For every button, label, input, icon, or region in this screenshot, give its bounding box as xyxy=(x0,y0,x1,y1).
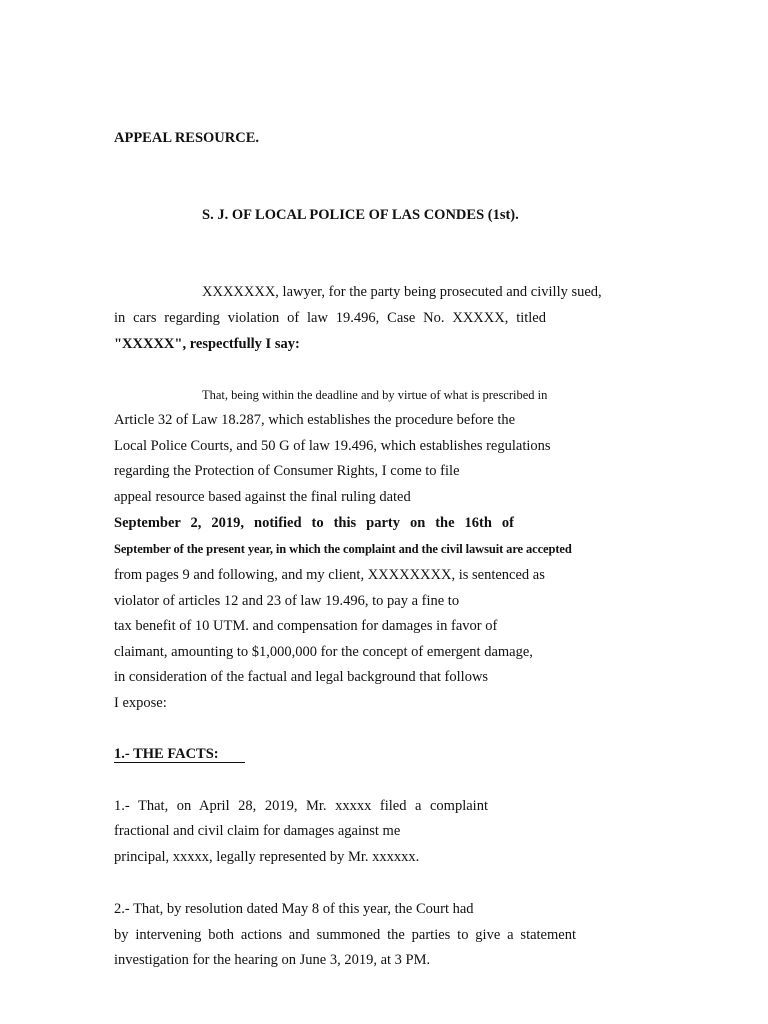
document-title: APPEAL RESOURCE. xyxy=(114,130,260,146)
body-line-7: September of the present year, in which the complaint and the civil lawsuit are accepted xyxy=(114,542,572,556)
body-line-3: Local Police Courts, and 50 G of law 19.496, which establishes regulations xyxy=(114,438,551,454)
body-line-1: That, being within the deadline and by virtue of what is prescribed in xyxy=(202,388,548,402)
fact-1-line-3: principal, xxxxx, legally represented by Mr. xxxxxx. xyxy=(114,849,420,865)
body-line-6: September 2, 2019, notified to this party on the 16th of xyxy=(114,515,514,531)
body-line-13: I expose: xyxy=(114,695,167,711)
body-line-5: appeal resource based against the final ruling dated xyxy=(114,489,411,505)
body-line-8: from pages 9 and following, and my client, XXXXXXXX, is sentenced as xyxy=(114,567,545,583)
fact-1-line-1: 1.- That, on April 28, 2019, Mr. xxxxx filed a complaint xyxy=(114,798,488,814)
body-line-11: claimant, amounting to $1,000,000 for the concept of emergent damage, xyxy=(114,644,533,660)
addressee-line: S. J. OF LOCAL POLICE OF LAS CONDES (1st). xyxy=(202,207,519,223)
body-line-10: tax benefit of 10 UTM. and compensation for damages in favor of xyxy=(114,618,498,634)
section-heading-facts xyxy=(114,745,245,763)
body-line-9: violator of articles 12 and 23 of law 19.496, to pay a fine to xyxy=(114,593,460,609)
body-line-12: in consideration of the factual and legal background that follows xyxy=(114,669,489,685)
fact-2-line-2: by intervening both actions and summoned the parties to give a statement xyxy=(114,927,576,943)
fact-2-line-1: 2.- That, by resolution dated May 8 of this year, the Court had xyxy=(114,901,474,917)
fact-1-line-2: fractional and civil claim for damages against me xyxy=(114,823,401,839)
fact-2-line-3: investigation for the hearing on June 3, 2019, at 3 PM. xyxy=(114,952,431,968)
body-line-2: Article 32 of Law 18.287, which establishes the procedure before the xyxy=(114,412,516,428)
intro-line-1: XXXXXXX, lawyer, for the party being prosecuted and civilly sued, xyxy=(202,284,602,300)
body-line-4: regarding the Protection of Consumer Rights, I come to file xyxy=(114,463,460,479)
intro-line-2: in cars regarding violation of law 19.496, Case No. XXXXX, titled xyxy=(114,310,546,326)
intro-line-3: "XXXXX", respectfully I say: xyxy=(114,336,300,352)
section-heading-text: 1.- THE FACTS: xyxy=(114,746,245,763)
